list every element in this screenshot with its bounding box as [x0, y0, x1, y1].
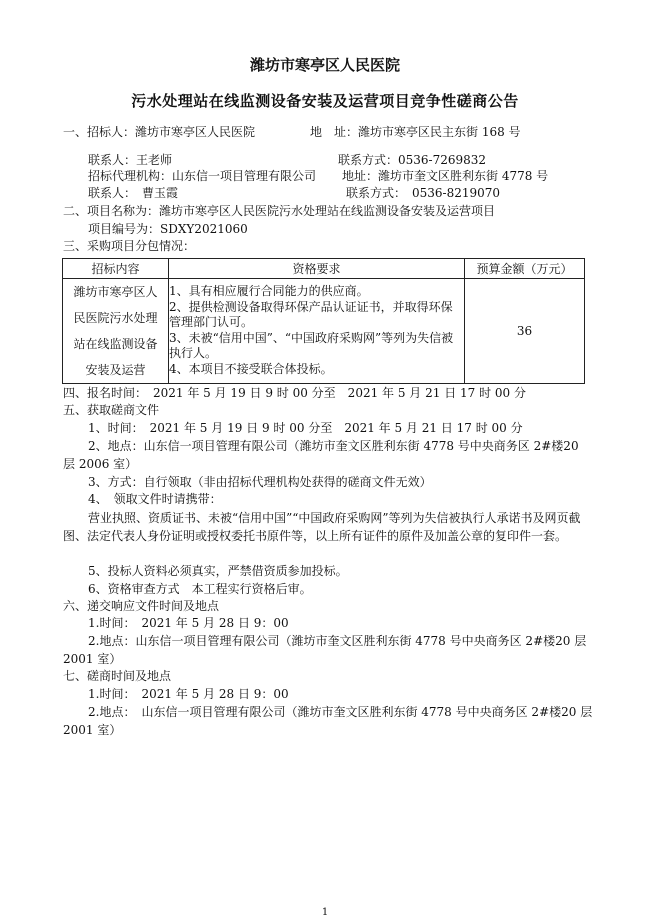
requirements-cell — [169, 279, 465, 384]
negotiation-heading: 七、磋商时间及地点 — [63, 669, 172, 683]
table-row — [63, 279, 585, 384]
agency-name: 招标代理机构：山东信一项目管理有限公司 — [88, 169, 317, 183]
negotiation-place: 2.地点： 山东信一项目管理有限公司（潍坊市奎文区胜利东街 4778 号中央商务区 2#楼20 层 2001 室） — [63, 705, 593, 737]
project-number: 项目编号为：SDXY2021060 — [88, 222, 248, 236]
project-name: 二、项目名称为：潍坊市寒亭区人民医院污水处理站在线监测设备安装及运营项目 — [63, 204, 496, 218]
header-requirements: 资格要求 — [169, 259, 465, 279]
obtain-time: 1、时间： 2021 年 5 月 19 日 9 时 00 分至 2021 年 5 月 21 日 17 时 00 分 — [88, 421, 523, 435]
bring-text: 营业执照、资质证书、未被“信用中国”“中国政府采购网”等列为失信被执行人承诺书及网页截图、法定代表人身份证明或授权委托书原件等，以上所有证件的原件及加盖公章的复印件一套。 — [63, 511, 581, 543]
truthfulness-note: 5、投标人资料必须真实，严禁借资质参加投标。 — [88, 564, 348, 578]
obtain-method: 3、方式：自行领取（非由招标代理机构处获得的磋商文件无效） — [88, 475, 432, 489]
page-number: 1 — [321, 907, 329, 918]
requirement-item: 4、本项目不接受联合体投标。 — [169, 362, 333, 376]
submission-place: 2.地点：山东信一项目管理有限公司（潍坊市奎文区胜利东街 4778 号中央商务区 2#楼20 层 2001 室） — [63, 634, 587, 666]
submission-time: 1.时间： 2021 年 5 月 28 日 9：00 — [88, 616, 289, 630]
table-header-row — [63, 259, 585, 279]
header-budget: 预算金额（万元） — [465, 259, 585, 279]
agency-contact: 联系人： 曹玉霞 — [88, 186, 179, 200]
registration-time: 四、报名时间： 2021 年 5 月 19 日 9 时 00 分至 2021 年 5 月 21 日 17 时 00 分 — [63, 386, 526, 400]
requirement-item: 1、具有相应履行合同能力的供应商。 — [169, 284, 369, 298]
tenderer-line: 一、招标人：潍坊市寒亭区人民医院 — [63, 125, 256, 139]
requirement-item: 2、提供检测设备取得环保产品认证证书，并取得环保管理部门认可。 — [169, 300, 453, 329]
submission-heading: 六、递交响应文件时间及地点 — [63, 599, 220, 613]
package-heading: 三、采购项目分包情况： — [63, 239, 196, 253]
agency-phone: 联系方式： 0536-8219070 — [346, 186, 501, 200]
package-table — [62, 258, 585, 384]
bring-heading: 4、 领取文件时请携带： — [88, 492, 222, 506]
document-title-org: 潍坊市寒亭区人民医院 — [249, 56, 400, 74]
contact-phone: 联系方式：0536-7269832 — [338, 153, 487, 167]
obtain-docs-heading: 五、获取磋商文件 — [63, 403, 160, 417]
contact-person: 联系人：王老师 — [88, 153, 173, 167]
header-content: 招标内容 — [63, 259, 169, 279]
content-cell: 潍坊市寒亭区人 民医院污水处理 站在线监测设备 安装及运营 — [63, 279, 169, 384]
requirement-item: 3、未被“信用中国”、“中国政府采购网”等列为失信被执行人。 — [169, 331, 454, 360]
obtain-place: 2、地点：山东信一项目管理有限公司（潍坊市奎文区胜利东街 4778 号中央商务区 2#楼20 层 2006 室） — [63, 439, 579, 471]
review-method: 6、资格审查方式 本工程实行资格后审。 — [88, 582, 312, 596]
negotiation-time: 1.时间： 2021 年 5 月 28 日 9：00 — [88, 687, 289, 701]
budget-cell: 36 — [465, 279, 585, 384]
document-title-main: 污水处理站在线监测设备安装及运营项目竞争性磋商公告 — [131, 92, 519, 110]
agency-address: 地址：潍坊市奎文区胜利东街 4778 号 — [342, 169, 549, 183]
tenderer-address: 地 址：潍坊市寒亭区民主东街 168 号 — [310, 125, 521, 139]
